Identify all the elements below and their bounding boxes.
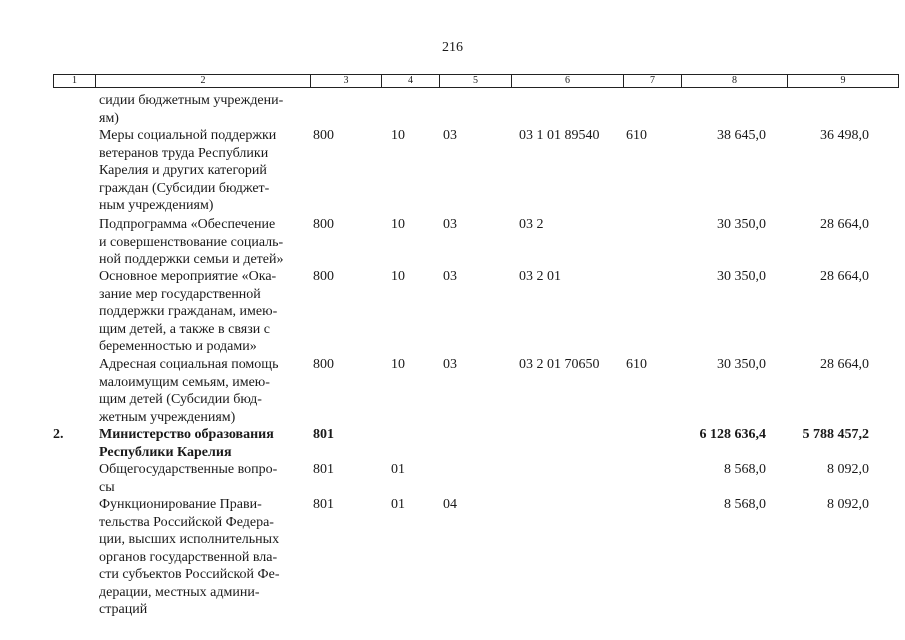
row-sum-2021: 8 092,0 [827, 462, 869, 477]
header-col-8: 8 [682, 75, 788, 88]
row-csr: 03 2 [519, 217, 544, 232]
row-sum-2021: 28 664,0 [820, 269, 869, 284]
table-row [53, 92, 889, 127]
row-name: Министерство образования Республики Карелия [99, 427, 274, 460]
row-ved: 801 [313, 462, 334, 477]
row-rz: 01 [391, 462, 405, 477]
row-sum-2020: 8 568,0 [724, 497, 766, 512]
row-sum-2020: 30 350,0 [717, 269, 766, 284]
row-name: Общегосударственные вопро- сы [99, 462, 278, 495]
header-col-3: 3 [311, 75, 382, 88]
row-ved: 800 [313, 217, 334, 232]
row-rz: 10 [391, 217, 405, 232]
table-row [53, 268, 889, 356]
row-pr: 03 [443, 269, 457, 284]
header-col-5: 5 [440, 75, 512, 88]
row-sum-2020: 6 128 636,4 [699, 427, 766, 442]
page-number: 216 [442, 40, 463, 55]
row-csr: 03 2 01 [519, 269, 561, 284]
header-col-1: 1 [54, 75, 96, 88]
header-col-7: 7 [624, 75, 682, 88]
row-rz: 01 [391, 497, 405, 512]
row-name: Основное мероприятие «Ока- зание мер государственной поддержки гражданам, имею- щим детей, а также в связи с беременностью и родами» [99, 269, 278, 354]
row-vr: 610 [626, 128, 647, 143]
budget-table-body [53, 92, 889, 620]
row-sum-2021: 36 498,0 [820, 128, 869, 143]
row-ved: 800 [313, 128, 334, 143]
row-ved: 801 [313, 427, 334, 442]
row-pr: 04 [443, 497, 457, 512]
row-ved: 800 [313, 357, 334, 372]
row-name: Функционирование Прави- тельства Российской Федера- ции, высших исполнительных органов государственной вла- сти субъектов Российской Фе- дерации, местных админи- страций [99, 497, 280, 617]
table-row [53, 216, 889, 268]
row-sum-2020: 38 645,0 [717, 128, 766, 143]
header-col-6: 6 [512, 75, 624, 88]
row-name: Меры социальной поддержки ветеранов труда Республики Карелия и других категорий граждан (Субсидии бюджет- ным учреждениям) [99, 128, 277, 213]
row-sum-2020: 8 568,0 [724, 462, 766, 477]
row-csr: 03 2 01 70650 [519, 357, 600, 372]
table-row [53, 127, 889, 216]
row-rz: 10 [391, 269, 405, 284]
row-name: Адресная социальная помощь малоимущим семьям, имею- щим детей (Субсидии бюд- жетным учреждениям) [99, 357, 279, 425]
column-number-header [53, 74, 899, 88]
row-sum-2021: 8 092,0 [827, 497, 869, 512]
row-csr: 03 1 01 89540 [519, 128, 600, 143]
row-name: Подпрограмма «Обеспечение и совершенствование социаль- ной поддержки семьи и детей» [99, 217, 284, 267]
row-rz: 10 [391, 357, 405, 372]
table-row [53, 426, 889, 461]
row-ved: 801 [313, 497, 334, 512]
header-col-2: 2 [96, 75, 311, 88]
row-ved: 800 [313, 269, 334, 284]
row-name: сидии бюджетным учреждени- ям) [99, 93, 284, 126]
row-vr: 610 [626, 357, 647, 372]
header-col-4: 4 [382, 75, 440, 88]
row-pr: 03 [443, 357, 457, 372]
row-number: 2. [53, 427, 64, 442]
table-row [53, 496, 889, 620]
header-col-9: 9 [788, 75, 899, 88]
table-row [53, 356, 889, 426]
row-sum-2020: 30 350,0 [717, 357, 766, 372]
row-rz: 10 [391, 128, 405, 143]
row-sum-2020: 30 350,0 [717, 217, 766, 232]
row-sum-2021: 5 788 457,2 [802, 427, 869, 442]
row-pr: 03 [443, 128, 457, 143]
row-sum-2021: 28 664,0 [820, 357, 869, 372]
row-sum-2021: 28 664,0 [820, 217, 869, 232]
row-pr: 03 [443, 217, 457, 232]
table-row [53, 461, 889, 496]
